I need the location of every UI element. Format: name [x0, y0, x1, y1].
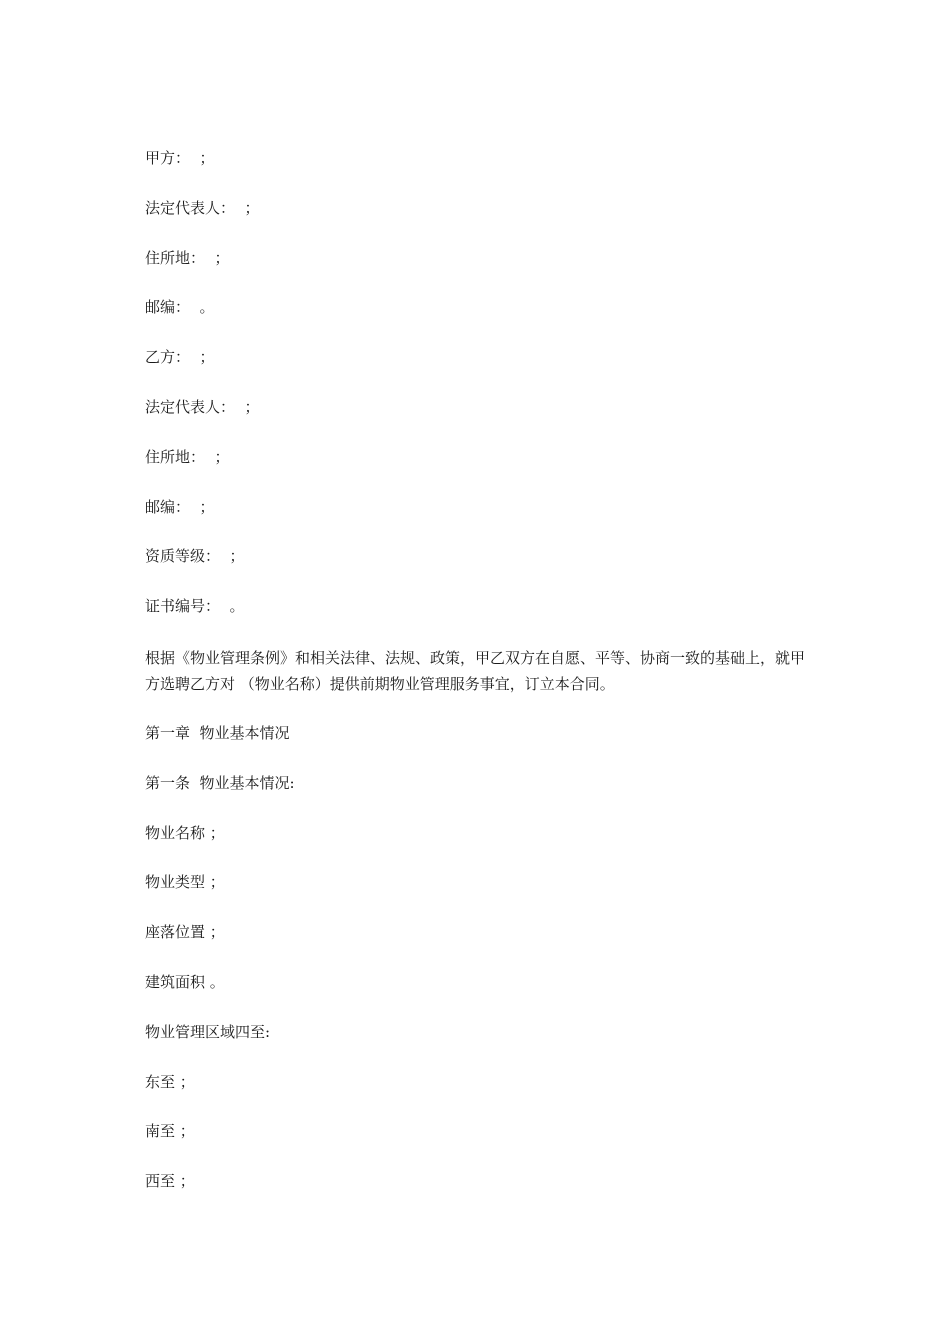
- boundary-east: 东至 ；: [145, 1072, 195, 1091]
- party-a-address: 住所地： ；: [145, 248, 230, 267]
- party-b-postcode: 邮编： ；: [145, 497, 215, 516]
- party-a-name: 甲方： ；: [145, 149, 215, 167]
- boundary-title: 物业管理区域四至:: [145, 1022, 271, 1041]
- article-title: 第一条 物业基本情况:: [145, 773, 295, 792]
- party-b-certificate-no: 证书编号： 。: [145, 597, 245, 616]
- boundary-west: 西至 ；: [145, 1172, 195, 1191]
- party-a-postcode: 邮编： 。: [145, 298, 215, 317]
- document-body: [145, 147, 810, 1220]
- party-b-legal-rep: 法定代表人： ；: [145, 397, 260, 416]
- party-b-address: 住所地： ；: [145, 447, 230, 466]
- chapter-title: 第一章 物业基本情况: [145, 723, 290, 742]
- party-a-legal-rep: 法定代表人： ；: [145, 198, 260, 217]
- property-name: 物业名称 ；: [145, 823, 225, 842]
- preamble-paragraph: 根据《物业管理条例》和相关法律、法规、政策，甲乙双方在自愿、平等、协商一致的基础上，就甲方选聘乙方对 （物业名称）提供前期物业管理服务事宜，订立本合同。: [145, 648, 806, 693]
- boundary-south: 南至 ；: [145, 1122, 195, 1141]
- property-location: 座落位置 ；: [145, 923, 225, 942]
- property-area: 建筑面积 。: [145, 972, 225, 991]
- party-b-qualification: 资质等级： ；: [145, 547, 245, 566]
- property-type: 物业类型 ；: [145, 873, 225, 892]
- party-b-name: 乙方： ；: [145, 348, 215, 367]
